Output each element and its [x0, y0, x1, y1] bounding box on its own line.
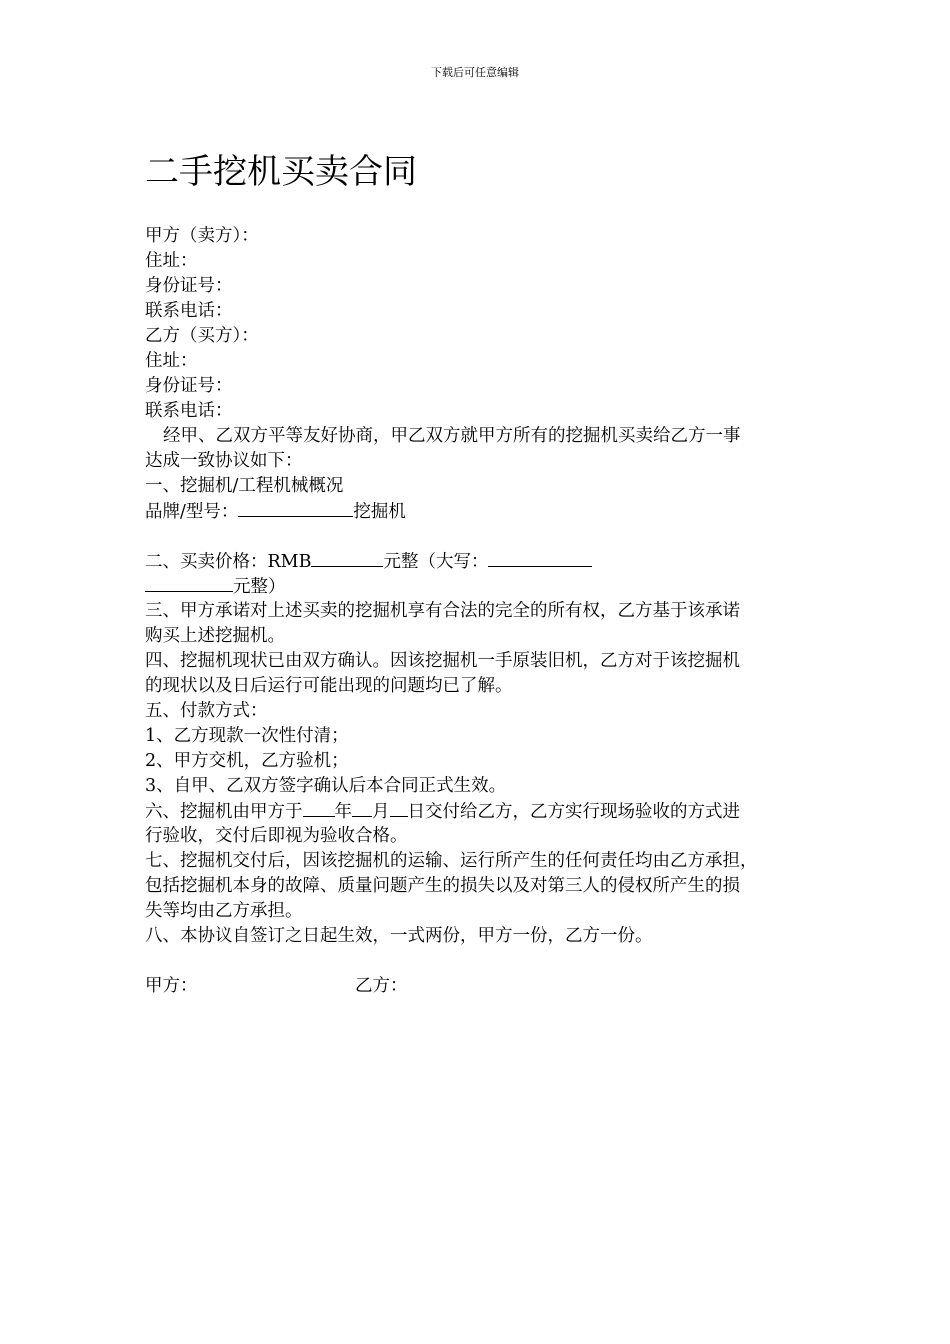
price-line-2	[145, 574, 825, 599]
section-7-line-3: 失等均由乙方承担。	[145, 901, 303, 921]
delivery-day-blank	[390, 799, 408, 817]
price-mid: 元整（大写：	[383, 552, 489, 572]
delivery-rest: 日交付给乙方，乙方实行现场验收的方式进	[407, 802, 740, 822]
contract-title: 二手挖机买卖合同	[145, 152, 417, 192]
section-4-line-1: 四、挖掘机现状已由双方确认。因该挖掘机一手原装旧机，乙方对于该挖掘机	[145, 651, 740, 671]
section-6-line-2: 行验收，交付后即视为验收合格。	[145, 826, 408, 846]
party-b-heading: 乙方（买方）：	[145, 326, 259, 346]
section-8: 八、本协议自签订之日起生效，一式两份，甲方一份，乙方一份。	[145, 926, 653, 946]
price-words-blank	[488, 549, 592, 567]
signature-party-a: 甲方：	[145, 976, 198, 996]
payment-item: 1、乙方现款一次性付清；	[145, 726, 349, 746]
signature-party-b: 乙方：	[355, 976, 408, 996]
section-6-line-1	[145, 799, 825, 824]
intro-line-2: 达成一致协议如下：	[145, 451, 303, 471]
party-a-address: 住址：	[145, 251, 198, 271]
section-7-line-2: 包括挖掘机本身的故障、质量问题产生的损失以及对第三人的侵权所产生的损	[145, 876, 740, 896]
section-5-heading: 五、付款方式：	[145, 701, 268, 721]
price-label: 二、买卖价格：RMB	[145, 552, 312, 572]
price-amount-blank	[311, 549, 383, 567]
page-header: 下载后可任意编辑	[431, 66, 519, 79]
payment-item: 3、自甲、乙双方签字确认后本合同正式生效。	[145, 776, 507, 796]
brand-model-label: 品牌/型号：	[145, 502, 239, 522]
party-a-phone: 联系电话：	[145, 301, 233, 321]
section-3-line-1: 三、甲方承诺对上述买卖的挖掘机享有合法的完全的所有权，乙方基于该承诺	[145, 601, 740, 621]
section-1-heading: 一、挖掘机/工程机械概况	[145, 476, 344, 496]
payment-item: 2、甲方交机，乙方验机；	[145, 751, 349, 771]
section-3-line-2: 购买上述挖掘机。	[145, 626, 285, 646]
delivery-month-label: 月	[372, 802, 390, 822]
price-end: 元整）	[233, 577, 286, 597]
brand-model-line	[145, 499, 825, 524]
party-b-id: 身份证号：	[145, 376, 233, 396]
party-a-id: 身份证号：	[145, 276, 233, 296]
delivery-year-label: 年	[334, 802, 352, 822]
delivery-year-blank	[303, 799, 335, 817]
price-words-blank-2	[145, 574, 233, 592]
price-line	[145, 549, 825, 574]
party-a-heading: 甲方（卖方）：	[145, 226, 259, 246]
party-b-phone: 联系电话：	[145, 401, 233, 421]
delivery-prefix: 六、挖掘机由甲方于	[145, 802, 303, 822]
brand-model-blank	[238, 499, 353, 517]
intro-line-1: 经甲、乙双方平等友好协商，甲乙双方就甲方所有的挖掘机买卖给乙方一事	[163, 426, 741, 446]
section-7-line-1: 七、挖掘机交付后，因该挖掘机的运输、运行所产生的任何责任均由乙方承担，	[145, 851, 758, 871]
party-b-address: 住址：	[145, 351, 198, 371]
section-4-line-2: 的现状以及日后运行可能出现的问题均已了解。	[145, 676, 513, 696]
brand-model-suffix: 挖掘机	[353, 502, 406, 522]
contract-body	[145, 224, 825, 999]
signature-row	[145, 974, 825, 999]
delivery-month-blank	[352, 799, 372, 817]
